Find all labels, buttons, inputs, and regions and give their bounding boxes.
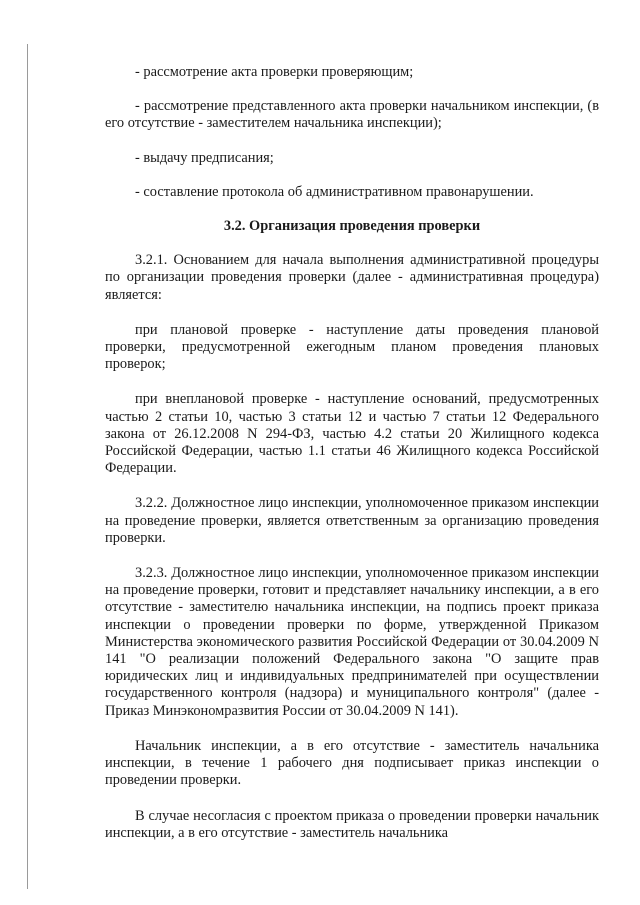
paragraph: Начальник инспекции, а в его отсутствие - заместитель начальника инспекции, в течение 1 рабочего дня подписывает приказ инспекции о проведении проверки. [105,737,599,789]
binding-margin-line [27,44,28,889]
paragraph: 3.2.3. Должностное лицо инспекции, уполномоченное приказом инспекции на проведение проверки, готовит и представляет начальнику инспекции, а в его отсутствие - заместителю начальника инспекции, на подпись проект приказа инспекции о проведении проверки по форме, утвержденной Приказом Министерства экономического развития Российской Федерации от 30.04.2009 N 141 "О реализации положений Федерального закона "О защите прав юридических лиц и индивидуальных предпринимателей при осуществлении государственного контроля (надзора) и муниципального контроля" (далее - Приказ Минэкономразвития России от 30.04.2009 N 141). [105,565,599,719]
bullet-item: - составление протокола об административном правонарушении. [135,183,534,200]
paragraph: при плановой проверке - наступление даты проведения плановой проверки, предусмотренной ежегодным планом проведения плановых проверок; [105,321,599,373]
paragraph: при внеплановой проверке - наступление оснований, предусмотренных частью 2 статьи 10, частью 3 статьи 12 и частью 7 статьи 12 Федерального закона от 26.12.2008 N 294-ФЗ, частью 4.2 статьи 20 Жилищного кодекса Российской Федерации, частью 1.1 статьи 46 Жилищного кодекса Российской Федерации. [105,391,599,477]
bullet-item: - выдачу предписания; [135,149,274,166]
paragraph: 3.2.1. Основанием для начала выполнения административной процедуры по организации проведения проверки (далее - административная процедура) является: [105,252,599,303]
paragraph: В случае несогласия с проектом приказа о проведении проверки начальник инспекции, а в его отсутствие - заместитель начальника [105,807,599,841]
section-heading: 3.2. Организация проведения проверки [223,218,481,235]
bullet-item: - рассмотрение представленного акта проверки начальником инспекции, (в его отсутствие - заместителем начальника инспекции); [105,98,599,132]
paragraph: 3.2.2. Должностное лицо инспекции, уполномоченное приказом инспекции на проведение проверки, является ответственным за организацию проведения проверки. [105,495,599,546]
document-body [105,64,599,842]
bullet-item: - рассмотрение акта проверки проверяющим; [135,64,414,80]
